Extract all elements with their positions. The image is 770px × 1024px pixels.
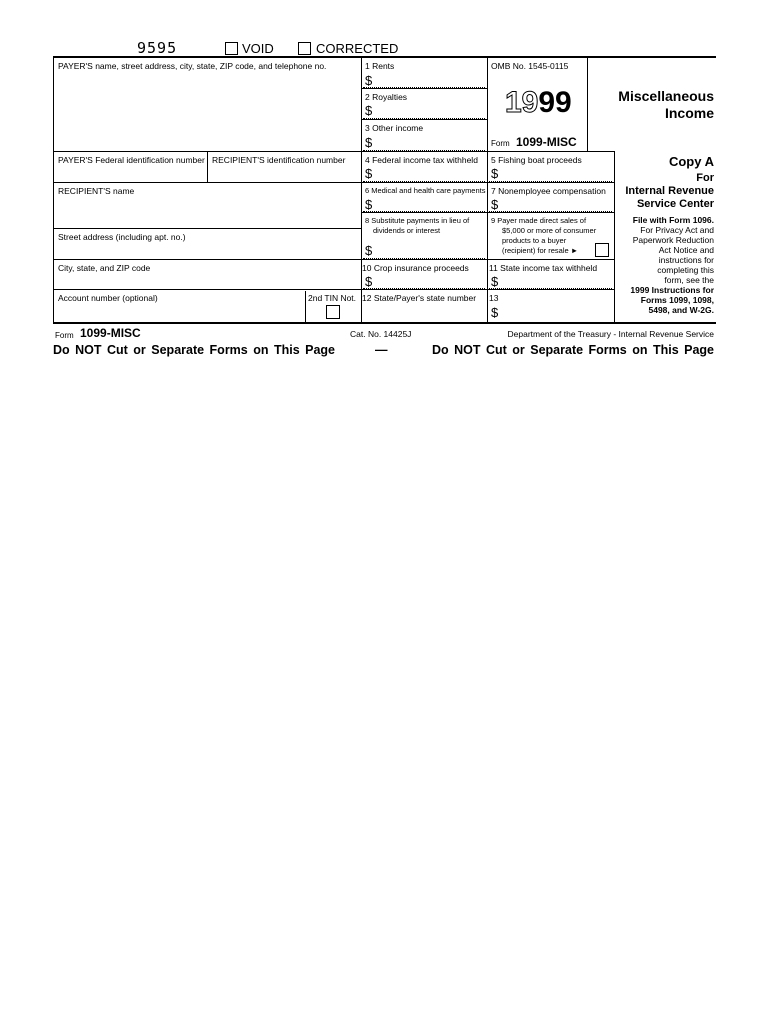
recipient-name-label: RECIPIENT'S name: [58, 186, 135, 196]
cat-number: Cat. No. 14425J: [350, 329, 412, 339]
box13-label: 13: [489, 293, 499, 303]
b4-dotted-rule: [363, 181, 485, 182]
b8-bottom-line: [361, 259, 614, 260]
privacy-line-2: Act Notice and: [658, 245, 714, 255]
title-block-separator: [587, 57, 588, 151]
box7-label: 7 Nonemployee compensation: [491, 186, 606, 196]
recipient-name-bottom-line: [53, 228, 361, 229]
b5-dotted-rule: [489, 181, 612, 182]
box9-label-line1: 9 Payer made direct sales of: [491, 216, 587, 225]
privacy-line-5: form, see the: [664, 275, 714, 285]
instr-line-1: Forms 1099, 1098,: [640, 295, 714, 305]
b11-dotted-rule: [489, 288, 612, 289]
form-name: 1099-MISC: [516, 135, 577, 149]
tin-separator: [305, 291, 306, 322]
box2-label: 2 Royalties: [365, 92, 408, 102]
fedid-bottom-line: [53, 182, 361, 183]
b8-dotted-rule: [363, 258, 485, 259]
box4-dollar: $: [365, 166, 373, 181]
box6-dollar: $: [365, 197, 373, 212]
do-not-cut-left: Do NOT Cut or Separate Forms on This Page: [53, 343, 336, 357]
form-top-border: [53, 56, 716, 58]
box10-label: 10 Crop insurance proceeds: [362, 263, 469, 273]
box9-label-line2: $5,000 or more of consumer: [502, 226, 597, 235]
payer-name-label: PAYER'S name, street address, city, state, ZIP code, and telephone no.: [58, 61, 327, 71]
footer-form-name: 1099-MISC: [80, 326, 141, 340]
void-label: VOID: [242, 41, 274, 56]
b3-dotted-rule: [363, 150, 485, 151]
form-bottom-border: [53, 322, 716, 324]
b6-dotted-rule: [363, 211, 485, 212]
form-title-line2: Income: [664, 105, 714, 121]
form-word: Form: [491, 139, 510, 148]
file-with-label: File with Form 1096.: [632, 215, 714, 225]
tax-year-solid: 99: [538, 86, 572, 119]
form-left-border: [53, 57, 54, 322]
box11-dollar: $: [491, 274, 499, 289]
city-state-zip-label: City, state, and ZIP code: [58, 263, 151, 273]
b1-bottom-line: [361, 88, 487, 89]
b2-dotted-rule: [363, 118, 485, 119]
do-not-cut-right: Do NOT Cut or Separate Forms on This Page: [431, 343, 714, 357]
form-title: [618, 88, 714, 122]
irs-line1: Internal Revenue: [625, 185, 714, 197]
box11-label: 11 State income tax withheld: [489, 263, 598, 273]
form-code: 9595: [137, 39, 178, 57]
tax-year-outline: 19: [505, 86, 539, 119]
box8-label-line1: 8 Substitute payments in lieu of: [365, 216, 470, 225]
box9-label-line3: products to a buyer: [502, 236, 567, 245]
box9-checkbox[interactable]: [595, 243, 609, 257]
box5-label: 5 Fishing boat proceeds: [491, 155, 582, 165]
box10-dollar: $: [365, 274, 373, 289]
b7-dotted-rule: [489, 211, 612, 212]
box12-label: 12 State/Payer's state number: [362, 293, 477, 303]
do-not-cut-dash: —: [375, 343, 388, 357]
payer-fed-id-label: PAYER'S Federal identification number: [58, 155, 205, 165]
tax-year: [505, 87, 572, 119]
box9-label-line4: (recipient) for resale ►: [502, 246, 579, 255]
b3-bottom-line: [361, 151, 614, 152]
box8-label-line2: dividends or interest: [373, 226, 441, 235]
box5-dollar: $: [491, 166, 499, 181]
box4-label: 4 Federal income tax withheld: [365, 155, 478, 165]
irs-line2: Service Center: [636, 198, 714, 210]
privacy-line-4: completing this: [657, 265, 714, 275]
instr-line-0: 1999 Instructions for: [630, 285, 714, 295]
omb-number: OMB No. 1545-0115: [491, 61, 569, 71]
fedid-separator: [207, 151, 208, 182]
box1-dollar: $: [365, 73, 373, 88]
payer-bottom-line: [53, 151, 361, 152]
box2-dollar: $: [365, 103, 373, 118]
col-separator-left: [361, 57, 362, 322]
box3-dollar: $: [365, 135, 373, 150]
copy-a-label: Copy A: [668, 154, 714, 169]
department-label: Department of the Treasury - Internal Revenue Service: [507, 329, 714, 339]
box7-dollar: $: [491, 197, 499, 212]
corrected-label: CORRECTED: [316, 41, 399, 56]
footer-form-word: Form: [55, 331, 74, 340]
box1-label: 1 Rents: [365, 61, 395, 71]
privacy-line-1: Paperwork Reduction: [632, 235, 714, 245]
street-address-label: Street address (including apt. no.): [58, 232, 186, 242]
b2-bottom-line: [361, 119, 487, 120]
street-bottom-line: [53, 259, 361, 260]
second-tin-checkbox[interactable]: [326, 305, 340, 319]
form-title-line1: Miscellaneous: [618, 88, 714, 104]
privacy-line-3: instructions for: [658, 255, 714, 265]
b1-dotted-rule: [363, 87, 485, 88]
recipient-id-label: RECIPIENT'S identification number: [212, 155, 346, 165]
box6-label: 6 Medical and health care payments: [365, 186, 486, 195]
void-checkbox[interactable]: [225, 42, 238, 55]
box8-dollar: $: [365, 243, 373, 258]
instr-line-2: 5498, and W-2G.: [648, 305, 714, 315]
box13-dollar: $: [491, 305, 499, 320]
second-tin-label: 2nd TIN Not.: [308, 293, 357, 303]
b4-bottom-line: [361, 182, 614, 183]
b10-bottom-line: [305, 289, 614, 290]
b6-bottom-line: [361, 212, 614, 213]
b10-dotted-rule: [363, 288, 485, 289]
col-separator-mid: [487, 57, 488, 322]
privacy-line-0: For Privacy Act and: [640, 225, 714, 235]
account-number-label: Account number (optional): [58, 293, 158, 303]
corrected-checkbox[interactable]: [298, 42, 311, 55]
copy-a-block: [614, 154, 714, 315]
box3-label: 3 Other income: [365, 123, 424, 133]
for-label: For: [696, 172, 714, 184]
